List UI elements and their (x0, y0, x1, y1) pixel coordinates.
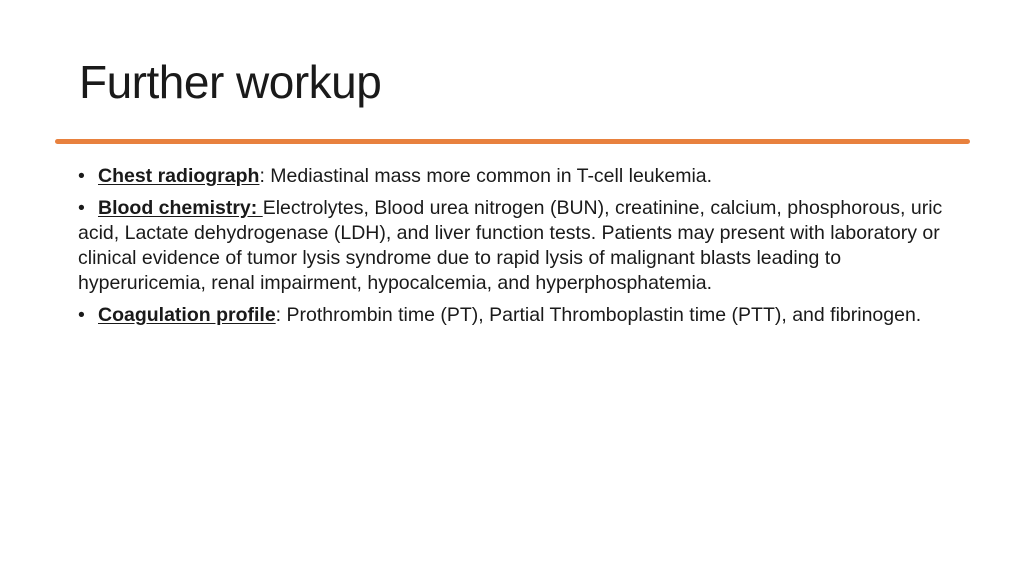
bullet-text: : Prothrombin time (PT), Partial Thromboplastin time (PTT), and fibrinogen. (275, 304, 922, 326)
bullet-list (78, 164, 958, 335)
bullet-item-blood-chemistry (78, 196, 958, 296)
bullet-icon: • (78, 165, 85, 187)
bullet-icon: • (78, 304, 85, 326)
bullet-item-coagulation-profile (78, 303, 958, 328)
slide-title: Further workup (79, 56, 382, 108)
title-divider (55, 139, 970, 144)
bullet-text: : Mediastinal mass more common in T-cell leukemia. (259, 165, 713, 187)
bullet-icon: • (78, 197, 85, 219)
bullet-text: Electrolytes, Blood urea nitrogen (BUN), creatinine, calcium, phosphorous, uric acid, Lactate dehydrogenase (LDH), and liver function tests. Patients may present with laboratory or clinical evidence of tumor lysis syndrome due to rapid lysis of malignant blasts leading to hyperuricemia, renal impairment, hypocalcemia, and hyperphosphatemia. (78, 197, 943, 294)
bullet-term: Coagulation profile (98, 304, 276, 326)
bullet-term: Chest radiograph (98, 165, 260, 187)
bullet-item-chest-radiograph (78, 164, 958, 189)
bullet-term: Blood chemistry: (98, 197, 263, 219)
